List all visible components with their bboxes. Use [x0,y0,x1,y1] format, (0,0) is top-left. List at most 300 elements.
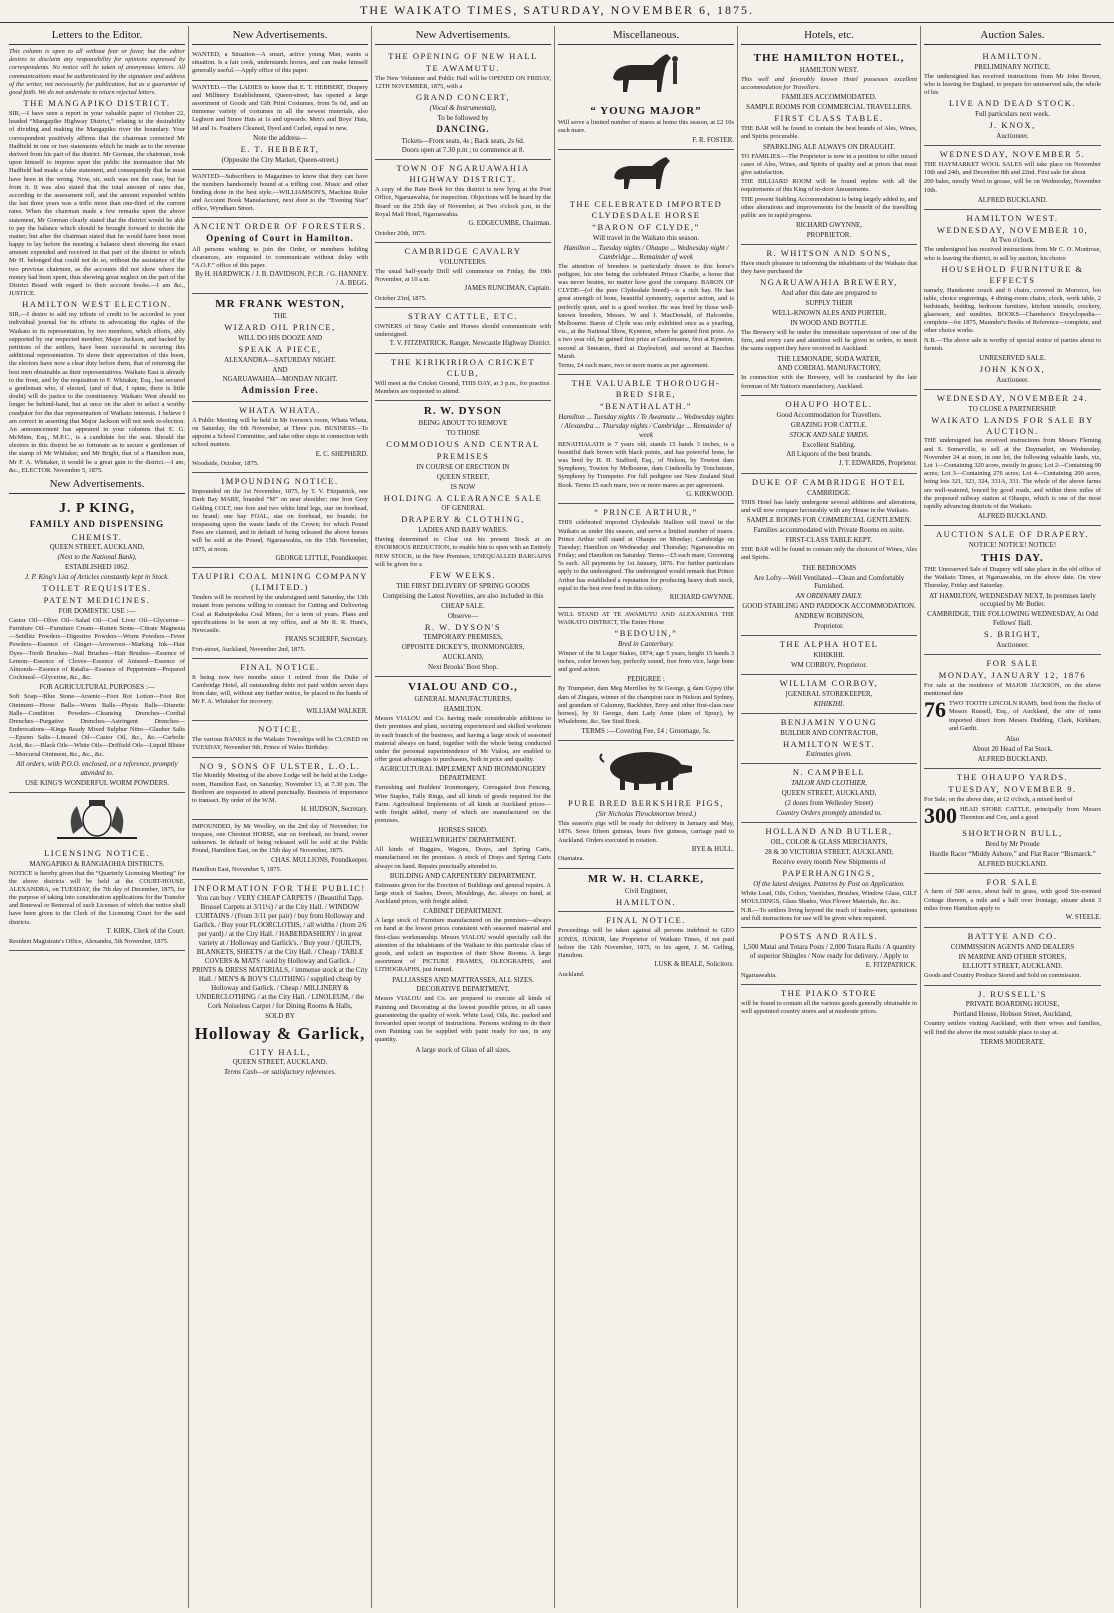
ad-title: HOLLAND AND BUTLER, [765,826,893,837]
ad-body: In connection with the Brewery, will be conducted by the late foreman of Mr Sutton's manufactory, Auckland. [741,374,917,390]
ad-title: WHATA WHATA. [239,404,321,415]
ad-subtitle: FAMILY AND DISPENSING [29,519,165,529]
ad-location: KIHIKIHI. [813,651,845,660]
ad-body: For Sale, on the above date, at 12 o'clock, a mixed herd of [924,795,1073,803]
ad-body: THE Unreserved Sale of Drapery will take place in the old office of the Waikato Times, at Ngaruawahia, on the above date. On view Thursday, Friday and Saturday. [924,565,1101,590]
ad-taupiri [192,568,368,659]
ad-campbell [741,764,917,823]
ad-body: The New Volunteer and Public Hall will be OPENED ON FRIDAY, 12TH NOVEMBER, 1875, with a [375,74,551,91]
ad-line: Doors open at 7.30 p.m ; to commence at 8. [401,146,525,155]
ad-weston [192,294,368,402]
ad-subtitle: Opening of Court in Hamilton. [206,233,354,244]
horse-engraving-icon [606,153,686,193]
ad-title: R. WHITSON AND SONS, [766,248,892,258]
ad-heading: PEDIGREE : [627,675,665,684]
ad-note: Terms Cash—or satisfactory references. [224,1068,336,1077]
ad-line: TO CLOSE A PARTNERSHIP. [968,404,1057,413]
ad-body: N.B.—To settlers living beyond the reach of trades-men, quotations and full instructions for use will be given when required. [741,907,917,923]
ad-role: COMMISSION AGENTS AND DEALERS [950,942,1075,951]
ad-signature: E. C. SHEPHERD. [315,450,368,458]
ad-title: “ PRINCE ARTHUR,” [594,507,698,518]
ad-title: BENJAMIN YOUNG [780,716,878,727]
ad-title: N. CAMPBELL [792,767,866,778]
ad-signature: RICHARD GWYNNE, [795,221,863,230]
ad-footer: Auckland. [558,970,585,978]
ad-note: Note the address— [253,133,307,142]
ad-address: Portland House, Hobson Street, Auckland, [953,1010,1072,1019]
ad-body: Messrs VIALOU and Co. having made considerable additions to their premises and plant, securing experienced and skilled workmen in each branch of the business, and having a large stock of seasoned material always on hand, together with the whole being conducted under the personal superintendence of Mr Vialou, are enabled to offer great advantages to purchasers, both in price and quality. [375,715,551,764]
ad-cricket-club [375,354,551,401]
ad-line: AN ORDINARY DAILY. [795,592,863,601]
royal-arms-engraving-icon [37,796,157,842]
ad-date: MONDAY, JANUARY 12, 1876 [938,670,1087,681]
ad-title: THE KIRIKIRIROA CRICKET CLUB, [390,356,536,378]
ad-location: HAMILTON WEST. [966,212,1059,223]
ad-body: Winner of the St Leger Stakes, 1874; age 5 years, height 15 hands 3 inches, color brown bay, perfectly sound, free from vice, large bone and good action. [558,649,734,674]
ad-line: Families accommodated with Private Rooms en suite. [753,526,905,535]
ad-line: About 20 Head of Fat Stock. [972,744,1053,753]
ad-body: It being now two months since I retired from the Duke of Cambridge Hotel, all outstanding debts not paid within seven days from date, will, without any further notice, be placed in the hands of Mr F. A. Whitaker for recovery. [192,673,368,706]
column-3 [372,26,555,1608]
ad-line: AND [272,365,288,374]
section-heading-letters: Letters to the Editor. [9,28,185,45]
ad-king-chemist [9,497,185,793]
ad-wanted-subscribers [192,170,368,219]
ad-prince-arthur [558,504,734,607]
column-4 [555,26,738,1608]
ad-line: FAMILIES ACCOMMODATED. [781,93,877,102]
ad-battye [924,928,1101,986]
ad-line: THE FIRST DELIVERY OF SPRING GOODS [396,581,530,590]
ad-body: White Lead, Oils, Colors, Varnishes, Brushes, Window Glass, GILT MOULDINGS, Glass Shades, Wax Flower Materials, &c. &c. [741,889,917,905]
ad-wanted-ladies [192,81,368,170]
ad-terms: TERMS :—Covering Fee, £4 ; Groomage, 5s. [581,727,711,736]
ad-line: THE BEDROOMS [801,563,857,572]
ad-russell [924,986,1101,1051]
ad-body: THE undersigned has received instructions from Messrs Fleming and S. Somerville, to sell at the Daymarket, on Wednesday, November 24 at noon, in one lot, the following valuable lands, viz, Lot 1—Containing 320 acres, mostly in grass; Lot 2—Containing 90 acres; Lot 3—Containing 276 acres; Lot 4—Containing 200 acres, being lots 321, 323, 324, 331A, 331. The whole of the above farms are well-watered, fenced by good roads, and within three miles of the proposed railway station at Ohaupo, which is one of the most rapidly advancing districts of the Waikato. [924,437,1101,510]
ad-preliminary [924,48,1101,146]
ad-footer: Otamatea. [558,855,585,863]
ad-body: The Brewery will be under the immediate supervision of one of the firm, and every care and attention will be given to orders, to merit the same support they have received in Auckland. [741,328,917,353]
ad-body: 200 bales, mostly Wool in grease, will be on Wednesday, November 10th. [924,178,1101,194]
ad-body: Have much pleasure in informing the inhabitants of the Waikato that they have purchased the [741,259,917,276]
ad-line: QUEEN STREET, [436,472,490,481]
ad-line: TERMS MODERATE. [980,1037,1045,1046]
ad-signature: F. R. FOSTER. [692,136,734,144]
column-5 [738,26,921,1608]
ad-heading: PATENT MEDICINES. [43,595,151,606]
ad-body: Estimates given for the Erection of Buildings and general repairs. A large stock of Sashes, Doors, Mouldings, &c. always on hand, at Auckland prices, with freight added. [375,881,551,906]
ad-body: Proceedings will be taken against all persons indebted to GEO JONES, JUNIOR, late Proprietor of Waikato Times, if not paid before the 12th November, 1875, to his agent, J. M. Gelling, Hamilton. [558,927,734,959]
ad-line: Bred by Mr Proude [985,839,1040,848]
ad-title: STRAY CATTLE, ETC. [408,310,518,321]
ad-lincoln-rams [924,655,1101,769]
ad-line: SOLD BY [265,1011,295,1020]
ad-line: IN COURSE OF ERECTION IN [416,462,510,471]
ad-note: (Next to the National Bank), [57,553,137,562]
ad-title: THE CELEBRATED IMPORTED CLYDESDALE HORSE [569,199,723,221]
ad-number: 76 [924,697,946,723]
ad-line: OPPOSITE DICKEY'S, IRONMONGERS, [401,643,525,652]
ad-title: MR FRANK WESTON, [215,297,345,310]
ad-line: SPARKLING ALE ALWAYS ON DRAUGHT. [762,142,896,151]
ad-signature: ALFRED BUCKLAND. [977,754,1048,763]
ad-line: GOOD STABLING AND PADDOCK ACCOMMODATION. [742,602,916,611]
ad-line: (2 doors from Wellesley Street) [785,799,873,808]
ad-role: OIL, COLOR & GLASS MERCHANTS, [770,838,888,846]
ad-cavalry [375,243,551,308]
ad-line: NGARUAWAHIA—MONDAY NIGHT. [222,375,338,384]
ad-note: All orders, with P.O.O. enclosed, or a reference, promptly attended to. [16,759,178,777]
ad-line: CHEAP SALE. [441,601,485,610]
ad-line: CITY HALL, [249,1046,311,1057]
ad-title: THE PIAKO STORE [780,988,877,999]
section-heading-auction-sales: Auction Sales. [924,28,1101,45]
ad-role: CHEMIST. [71,531,123,542]
ad-line: TEMPORARY PREMISES, [423,633,503,642]
ad-subtitle: MANGAPIKO & RANGIAOHIA DISTRICTS. [29,859,165,868]
section-heading-new-ads: New Advertisements. [192,28,368,45]
ad-line: ALEXANDRA—SATURDAY NIGHT. [224,355,336,364]
ad-title: BATTYE AND CO. [967,930,1058,941]
ad-signature: JOHN KNOX, [979,363,1046,374]
ad-row [924,699,1101,734]
ad-heading: TOILET REQUISITES. [42,583,152,594]
ad-line: Next Brooks' Boot Shop. [427,663,499,672]
ad-benathalath [558,375,734,504]
ad-haymarket [924,146,1101,210]
ad-heading: FOR DOMESTIC USE :— [58,606,136,615]
ad-location: HAMILTON WEST. [783,738,875,749]
ad-body: THE HAYMARKET WOOL SALES will take place on November 10th and 24th, and December 8th and 22nd. First sale for about [924,161,1101,177]
ad-established: ESTABLISHED 1862. [65,563,129,572]
ad-title: NOTICE. [258,724,302,735]
ad-signature: LUSK & BEALE, Solicitors. [654,961,734,969]
ad-signature: JAMES RUNCIMAN, Captain. [464,284,551,292]
ad-signature: E. FITZPATRICK. [865,962,917,970]
ad-line: FIRST-CLASS TABLE KEPT. [785,536,873,545]
section-heading-new-ads: New Advertisements. [9,477,185,494]
ad-clarke [558,869,734,913]
ad-title: VIALOU AND CO., [408,681,518,694]
ad-body: will be found to contain all the various goods generally obtainable in well appointed country stores and at moderate prices. [741,999,917,1016]
ad-body: TO FAMILIES.—The Proprietor is now in a position to offer mixed cases of Ales, Wines, and Spirits of quality and at prices that must give satisfaction. [741,152,917,176]
ad-line: IN WOOD AND BOTTLE. [790,318,868,327]
ad-body: HEAD STORE CATTLE, principally from Messrs Thornton and Cox, and a good [960,805,1101,821]
ad-body: Will meet at the Cricket Ground, THIS DAY, at 3 p.m., for practice. Members are requested to attend. [375,379,551,395]
ad-line: Receive every month New Shipments of [772,857,886,866]
ad-licensing [9,845,185,951]
ad-line: PREMISES [436,450,490,461]
ad-line: SUPPLY THEIR [805,299,853,308]
ad-footer: Fort-street, Auckland, November 2nd, 1875. [192,645,306,653]
ad-brand: Holloway & Garlick, [194,1023,366,1043]
ad-line: Country Orders promptly attended to. [776,809,882,818]
ad-signature: ANDREW ROBINSON, [794,612,864,621]
ad-body: The attention of breeders is particularly drawn to this horse's pedigree, his sire being the celebrated Prince Charlie, a horse that was never beaten, no matter how good the company. BARON OF CLYDE—(of the pure Clydesdale breed)—is a rich bay. He has great strength of bone, beautiful symmetry, superior action, and is perfectly quiet, and is a good worker. He was bred by those well-known breeders, Messrs. W and J. MacDonald, of Halcombe, Melbourne. Baron of Clyde was only exhibited once as a yearling, viz., at the National Show, Kyneton, where he gained first prize. As a two year old, he gained first prize at Castlemaine, first at Kyneton, second at Smeaton, third at Daylesford, and second at Bacchus Marsh. [558,262,734,360]
ad-line: Will travel in the Waikato this season. [592,233,700,242]
ad-line: SAMPLE ROOMS FOR COMMERCIAL TRAVELLERS. [746,103,912,112]
ad-body: This well and favorably known Hotel possesses excellent accommodation for Travellers. [741,76,917,92]
ad-address: 28 & 30 VICTORIA STREET, AUCKLAND, [764,847,894,856]
ad-title: LICENSING NOTICE. [44,847,150,858]
ad-title: E. T. HEBBERT, [240,143,320,154]
ad-title: FINAL NOTICE. [240,662,320,673]
ad-foresters [192,218,368,293]
ad-body: A copy of the Rate Book for this district is now lying at the Post Office, Ngaruawahia, for inspection. Objections will be heard by the Board on the 25th day of November, at Two o'clock p.m, in the Royal Mail Hotel, Ngaruawahia. [375,186,551,218]
ad-location: KIHIKIHI. [813,699,845,708]
ad-sons-of-ulster [192,758,368,820]
ad-location: HAMILTON. [982,51,1043,62]
ad-body: Tenders will be received by the undersigned until Saturday, the 13th instant from persons willing to contract for Cutting and Delivering Coal at Rahuipokeka Coal Mines, for a term of years. Plans and specifications to be seen at my office, and at Mr R. R. Hunt's, Newcastle. [192,594,368,634]
pig-engraving-icon [596,744,696,792]
ad-title: WILLIAM CORBOY, [779,678,879,688]
ad-address: QUEEN STREET, AUCKLAND. [232,1058,328,1067]
ad-body: Impounded on the 1st November, 1875, by T. V. Fitzpatrick, one Dark Bay MARE, branded “M” on near shoulder; one Iron Grey Gelding COLT, one fore and two white hind legs, star on forehead, no brand; one bay FOAL, star on forehead, no brands; for trespassing upon the waste lands of the Crown; for which Pound Fees are claimed, and in default of being released the above horses will be sold at the Pound, Ngaruawahia, on the 15th November, 1875, at noon. [192,488,368,553]
ad-row [924,802,1101,828]
ad-note: USE KING'S WONDERFUL WORM POWDERS. [24,778,170,787]
ad-body: Will serve a limited number of mares at home this season, at £2 10s each mare. [558,119,734,135]
ad-title: TAUPIRI COAL MINING COMPANY (LIMITED.) [192,571,368,593]
ad-title: “ YOUNG MAJOR” [590,105,702,118]
ad-horse-name: “BEDOUIN,” [614,628,678,639]
ad-body: Having determined to Clear out his present Stock at an ENORMOUS REDUCTION, to enable him to open with an Entirely NEW STOCK, in the New Premises, UNEQUALLED BARGAINS will be given for a [375,536,551,568]
ad-line: THE [273,311,287,320]
ad-line: AT HAMILTON, WEDNESDAY NEXT, In premises lately occupied by Mr Butler. [929,591,1096,609]
ad-title: AUCTION SALE OF DRAPERY. [936,529,1089,540]
ad-ohaupo-hotel [741,396,917,474]
ad-holloway-garlick [192,880,368,1082]
ad-footer: October 20th, 1875. [375,229,427,237]
ad-title: FINAL NOTICE. [606,915,686,926]
ad-footer: Ngaruawahia. [741,971,777,979]
ad-signature: BYE & HULL. [691,845,734,853]
ad-body: TWO TOOTH LINCOLN RAMS, bred from the flocks of Messrs Russell, Esq., of Auckland, the sire of rams imported direct from Messrs Dudding, Clark, Kirkham, and Gardit. [949,700,1101,732]
ad-body: All persons wishing to join the Order, or members holding clearances, are requested to communicate without delay with “A.O.F.” office of this paper. [192,245,368,270]
ad-address: ELLIOTT STREET, AUCKLAND. [962,962,1063,971]
ad-farm-sale [924,874,1101,928]
ad-line: AND CORDIAL MANUFACTORY, [777,364,881,373]
ad-heading: PALLIASSES AND MATTRASSES, ALL SIZES. [392,975,534,984]
ad-line: HOUSEHOLD FURNITURE & EFFECTS [941,263,1084,285]
ad-footer: Woodside, October, 1875. [192,460,259,468]
ad-note: J. P. King's List of Articles constantly kept in Stock. [25,573,169,582]
letter-title: HAMILTON WEST ELECTION. [22,299,172,310]
ad-body: WANTED, a Situation—A smart, active young Man, wants a situation. Is a fair cook, understands horses, and can make himself generally useful.—Apply office of this paper. [192,51,368,75]
ad-title: J. P KING, [58,501,136,517]
ad-address: QUEEN STREET, AUCKLAND, [781,789,877,798]
ad-location: HAMILTON. [615,896,677,907]
ad-duke-of-cambridge [741,474,917,636]
ad-line: HOLDING A CLEARANCE SALE [383,492,543,503]
ad-drapery-sale [924,526,1101,655]
ad-date: WEDNESDAY, NOVEMBER 10, [936,224,1089,235]
ad-title: OHAUPO HOTEL. [785,398,873,409]
ad-title: THE HAMILTON HOTEL, [753,52,905,65]
ad-body: For sale at the residence of MAJOR JACKSON, on the above mentioned date [924,681,1101,698]
ad-hamilton-hotel [741,48,917,245]
ad-role: Auctioneer. [996,132,1029,141]
ad-notice-banks [192,721,368,757]
ad-body: IMPOUNDED, by Mr Woolley, on the 2nd day of November, for trespass, one Chestnut HORSE, star on forehead, no brand, owner unknown. In default of being released will be sold at the Public Pound, Hamilton East, on the 15th day of November, 1875. [192,822,368,855]
ad-list: Castor Oil—Olive Oil—Salad Oil—Cod Liver Oil—Glycerine—Furniture Oil—Furniture Cream—Rotten Stone—Citrate Magnesia—Seidlitz Powders—Digestive Powders—Worm Powders—Fever Powders—Essence of Ginger—Arrowroot—Marking Ink—Hair Dyes—Tooth Brushes—Nail Brushes—Hair Brushes—Essence of Lemon—Essence of Cloves—Essence of Aniseed—Essence of Almonds—Essence of Ratafia—Essence of Peppermint—Prepared Cochineal—Glycerine, &c., &c. [9,616,185,682]
ad-signature: WM CORBOY, Proprietor. [790,661,868,670]
ad-posts-rails [741,928,917,985]
ad-number: 300 [924,802,957,828]
ad-role: Auctioneer. [996,375,1029,384]
ad-subtitle: TE AWAMUTU. [425,62,501,73]
ad-line: WILL DO HIS DOOZE AND [237,333,323,342]
ad-body: Country settlers visiting Auckland, with their wives and families, will find the above the most suitable place to stay at. [924,1020,1101,1036]
section-heading-new-ads: New Advertisements. [375,28,551,45]
ad-line: Are Lofty—Well Ventilated—Clean and Comfortably Furnished. [753,573,905,591]
ad-line: SHORTHORN BULL, [962,827,1063,838]
ad-line: Full particulars next week. [975,110,1050,119]
ad-berkshire-pigs [558,795,734,868]
ad-line: Proprietor. [814,622,844,631]
ad-line: A large stock of Glass of all sizes. [415,1045,511,1054]
ad-signature: CHAS. MULLIONS, Poundkeeper. [271,856,368,864]
ad-body: THIS celebrated imported Clydesdale Stallion will travel in the Waikato as under this season, and serve a limited number of mares. Prince Arthur will stand at Ohaupo on Monday; Cambridge on Tuesday; Hamilton on Wednesday and Thursday; Ngaruawahia on Friday; and Hamilton on Saturday. Terms—£5 each mare; Grooming 5s each. All payments by 1st January, 1876. For further particulars apply to the undersigned. The undersigned would remark that Prince Arthur has established a reputation for producing heavy draft stock, equal to the best ever bred in this colony. [558,519,734,592]
ad-line: FIRST CLASS TABLE. [774,113,884,124]
ad-signature: G. EDGECUMBE, Chairman. [468,219,551,227]
ad-signature: S. BRIGHT, [983,629,1042,640]
ad-body: Messrs VIALOU and Co. are prepared to execute all kinds of Painting and Decorating at the lowest possible prices, in all cases guaranteeing the quality of work. White Lead, Oils, &c. packed and forwarded upon receipt of instructions. Persons wishing to do their own Painting can be supplied with paint ready for use, in any quantity. [375,995,551,1044]
ad-body: THE present Stabling Accommodation is being largely added to, and other alterations and improvements for the benefit of the travelling public are in rapid progress. [741,195,917,219]
ad-signature: R. W. DYSON'S [424,621,502,632]
ad-title: J. RUSSELL'S [978,988,1047,999]
ad-impounded [192,820,368,880]
ad-new-hall [375,48,551,160]
ad-role: [GENERAL STOREKEEPER, [785,689,873,698]
ad-signature: GEORGE LITTLE, Poundkeeper. [275,554,368,562]
ad-footer: Resident Magistrate's Office, Alexandra, 5th November, 1875. [9,937,169,945]
ad-vialou [375,677,551,1058]
ad-title: FOR SALE [986,876,1039,887]
ad-body: OWNERS of Stray Cattle and Horses should communicate with undersigned. [375,322,551,338]
ad-title: NO 9, SONS OF ULSTER, L.O.L. [199,760,361,771]
column-2 [189,26,372,1608]
section-heading-hotels: Hotels, etc. [741,28,917,45]
ad-line: Also [1005,735,1020,744]
ad-signature: J. KNOX, [989,120,1036,131]
ad-line: THE LEMONADE, SODA WATER, [777,354,881,363]
ad-stray-cattle [375,308,551,354]
ad-line: WELL-KNOWN ALES AND PORTER, [772,309,886,318]
ad-baron-of-clyde [558,196,734,375]
ad-location: HAMILTON. [443,705,483,714]
ad-title: CAMBRIDGE CAVALRY [404,245,522,256]
ad-line: Tickets—Front seats, 4s ; Back seats, 2s 6d. [401,136,525,145]
ad-address: (Opposite the City Market, Queen-street.) [221,155,339,164]
ad-highway-district [375,160,551,242]
ad-signature: ALFRED BUCKLAND. [977,195,1048,204]
ad-footer: October 23rd, 1875. [375,294,427,302]
ad-line: AUCKLAND, [442,653,484,662]
ad-role: TAILOR AND CLOTHIER, [791,779,867,788]
ad-corboy [741,675,917,714]
ad-title: WAIKATO LANDS FOR SALE BY AUCTION. [931,414,1094,436]
ad-line: LADIES AND BABY WARES. [418,526,508,535]
ad-line: (Vocal & Instrumental), [429,104,497,113]
ad-title: POSTS AND RAILS. [779,931,879,942]
ad-body: Furnishing and Builders' Ironmongery, Corrugated Iron Fencing, Wire Staples, Fally Rings, and all kinds of goods required for the Farm. Agricultural Implements of all kinds at Auckland prices—with freight added, many of which are manufactured on the premises. [375,784,551,825]
ad-young [741,714,917,765]
ad-body: namely, Handsome couch and 6 chairs, covered in Morocco, loo table, choice engravings, 4 dining-room chairs, clock, work table, 2 bedsteads, bedding, bedroom furniture, kitchen utensils, crockery, glassware, and sundries. BOOKS—Chambers's Encyclopedia—complete—for 1875, Maunder's Books of Reference—complete, and other choice works. [924,286,1101,335]
ad-heading: FOR AGRICULTURAL PURPOSES :— [39,683,155,692]
ad-schedule: Hamilton ... Tuesday nights / Te Awamutu ... Wednesday nights / Alexandra ... Thursday nights / Cambridge ... Remainder of week [558,412,734,439]
ad-body: A farm of 500 acres, about half in grass, with good Six-roomed Cottage thereon, a mile and a half over frontage, situate about 3 miles from Hamilton apply to [924,888,1101,912]
masthead: THE WAIKATO TIMES, SATURDAY, NOVEMBER 6, 1875. [0,0,1114,23]
ad-signature: J. T. EDWARDS, Proprietor. [838,460,917,468]
ad-line: Comprising the Latest Novelties, are also included in this [382,591,544,600]
ad-line: THIS DAY. [981,551,1044,564]
ad-wanted-situation [192,48,368,81]
ad-line: WIZARD OIL PRINCE, [224,321,336,332]
ad-subtitle: VOLUNTEERS. [439,257,487,266]
section-heading-miscellaneous: Miscellaneous. [558,28,734,45]
horse-engraving-icon [601,48,691,98]
editor-note: This column is open to all without fear or favor, but the editor desires to disclaim any responsibility for opinions expressed by correspondents. No notice will be taken of anonymous letters. All communications must be authenticated by the signature and address of the writer, not necessarily for publication, but as a guarantee of good faith. We do not undertake to return rejected letters. [9,48,185,97]
ad-waikato-lands [924,390,1101,526]
ad-horse-name: “BARON OF CLYDE,” [592,221,700,232]
ad-line: SAMPLE ROOMS FOR COMMERCIAL GENTLEMEN. [746,516,912,525]
ad-ohaupo-yards [924,769,1101,874]
ad-list: 1,500 Matai and Totara Posts / 2,000 Totara Rails / A quantity of superior Shingles / Now ready for delivery. / Apply to [742,943,916,961]
ad-body: The undersigned has received instructions from Mr John Brown, who is leaving for England, to prepare for unreserved sale, the whole of his [924,72,1101,97]
ad-body: WANTED—Subscribers to Magazines to know that they can have the numbers handsomely bound at a trifling cost. Music and other binding done in the best style.—WILLIAMSON'S, Machine Ruler and Account Book Manufacturer, next door to the “Evening Star” office, Wyndham Street. [192,172,368,213]
ad-body: THIS Hotel has lately undergone several additions and alterations, and will now compare favourably with any House in the Waikato. [741,498,917,515]
ad-body: By Trumpeter, dam Meg Merrilies by St George, g dam Gypsy (the dam of Zingara, winner of the champion race in Nelson and Sydney, and grandam of Calumny, Backbiter, Envy and other first-class race horses), by St George, dam Lady Anne (dam of Spray), by Whalebone, &c. See Stud Book. [558,685,734,726]
ad-body: THE BAR will be found to contain only the choicest of Wines, Ales and Spirits. [741,546,917,562]
ad-role: BUILDER AND CONTRACTOR, [780,728,878,737]
ad-line: OF GENERAL [441,504,485,513]
ad-body: The Monthly Meeting of the above Lodge will be held at the Lodge-room, Hamilton East, on Saturday, November 13, at 7.30 p.m. The Brethren are requested to attend punctually. Business of importance to transact. By order of the W.M. [192,772,368,805]
ad-body: All kinds of Buggies, Wagons, Drays, and Spring Carts, manufactured on the premises. A stock of Drays and Spring Carts always on hand. Repairs punctually attended to. [375,846,551,870]
ad-whitson [741,245,917,396]
ad-young-major [558,101,734,150]
ad-line: NOTICE! NOTICE! NOTICE! [968,540,1057,549]
ad-line: SPEAK A PIECE, [238,343,322,354]
ad-line: All Liquors of the best brands. [786,450,872,459]
ad-location: HAMILTON WEST. [799,66,859,75]
ad-heading: DECORATIVE DEPARTMENT. [416,985,510,994]
ad-line: TO THOSE [446,428,480,437]
ad-bedouin [558,608,734,742]
ad-title: DUKE OF CAMBRIDGE HOTEL [751,477,907,488]
letter-title: THE MANGAPIKO DISTRICT. [23,98,171,109]
ad-body: BENATHALATH is 7 years old, stands 15 hands 3 inches, is a beautiful dark brown with black points, and has powerful bone, he was bred by H. H. Stafford, Esq., of Nelson, by Towton dam Symphony, Towton by Melbourne, dam Cinderella by Touchstone, Symphony by Trumpeter. For full pedigree see New Zealand Stud Book. Terms £5 each mare, two or more mares as per agreement. [558,440,734,489]
ad-body: The usual half-yearly Drill will commence on Friday, the 19th November, at 10 a.m. [375,267,551,283]
ad-line: GRAND CONCERT, [415,92,510,103]
ad-body: A Public Meeting will be held in Mr Iverson's room, Whata Whata, on Saturday, the 6th November, at Three p.m. BUSINESS—To appoint a School Committee, and take other steps in connection with school matters. [192,416,368,449]
ad-line: Of the latest designs. Patterns by Post on Application. [753,879,905,888]
ad-role: Auctioneer. [996,641,1029,650]
letter-body: SIR,—I desire to add my tribute of credit to be accorded to your individual journal for its efforts in advocating the rights of the Waikato to its representation, by two members, which efforts, ably supported by our respected member, Major Jackson, and backed by petitions of the settlers, have been successful in securing this additional representation. To show their appreciation of this boon, the electors have now a clear duty before them, that of returning the best men obtainable as their representatives. Waikato East is already to the front, and by the requisition to F. Whitaker, Esq., has secured a gentleman who, if elected, (and of that, I opine, there is little doubt) will do justice to the constituency. Waikato West should no longer be behind-hand, but at once on the alert to select a worthy coadjutor for the due representation of Waikato interests. I believe I am correct in asserting that Major Jackson will not seek re-election. An announcement has appeared in your columns that E. G. McMinn, Esq., M.P.C., is a candidate for the seat. Should the electors in this district be so fortunate as to secure a gentleman of the stamp of Mr Whitaker, and Mr Bright, that of a Hamilton man, Mr F. A. Whitaker, it would be a great gain to the district.—I am, &c., ELECTOR. November 5, 1875. [9,311,185,474]
ad-line: GRAZING FOR CATTLE. [790,420,868,429]
ad-household [924,210,1101,390]
columns [6,26,1108,1608]
ad-signature: WILLIAM WALKER. [306,707,368,715]
ad-horse-name: “BENATHALATH.” [599,400,693,411]
ad-subtitle: (Sir Nicholas Throckmorton breed.) [595,810,697,819]
ad-piako-store [741,985,917,1020]
ad-body: This season's pigs will be ready for delivery in January and May, 1876. Sows fifteen guineas, boars five guineas, carriage paid to Auckland. Orders executed in rotation. [558,820,734,844]
ad-title: ANCIENT ORDER OF FORESTERS. [193,221,367,232]
ad-body: WANTED.—The LADIES to know that E. T. HEBBERT, Drapery and Millinery Establishment, Queen-street, has opened a large assortment of Goods and Gift Print Costumes, from 5s 6d, and an immense variety of costumes in all the newest materials, also Leghorn and Straw Hats at 1s and upwards. Men's and Boys' Hats, 9d and 1s. Feathers Cleaned, Dyed and Curled, equal to new. [192,83,368,132]
ad-signature: W. STEELE. [1065,913,1101,921]
ad-line: CAMBRIDGE, THE FOLLOWING WEDNESDAY, At Odd Fellows' Hall. [927,610,1098,628]
